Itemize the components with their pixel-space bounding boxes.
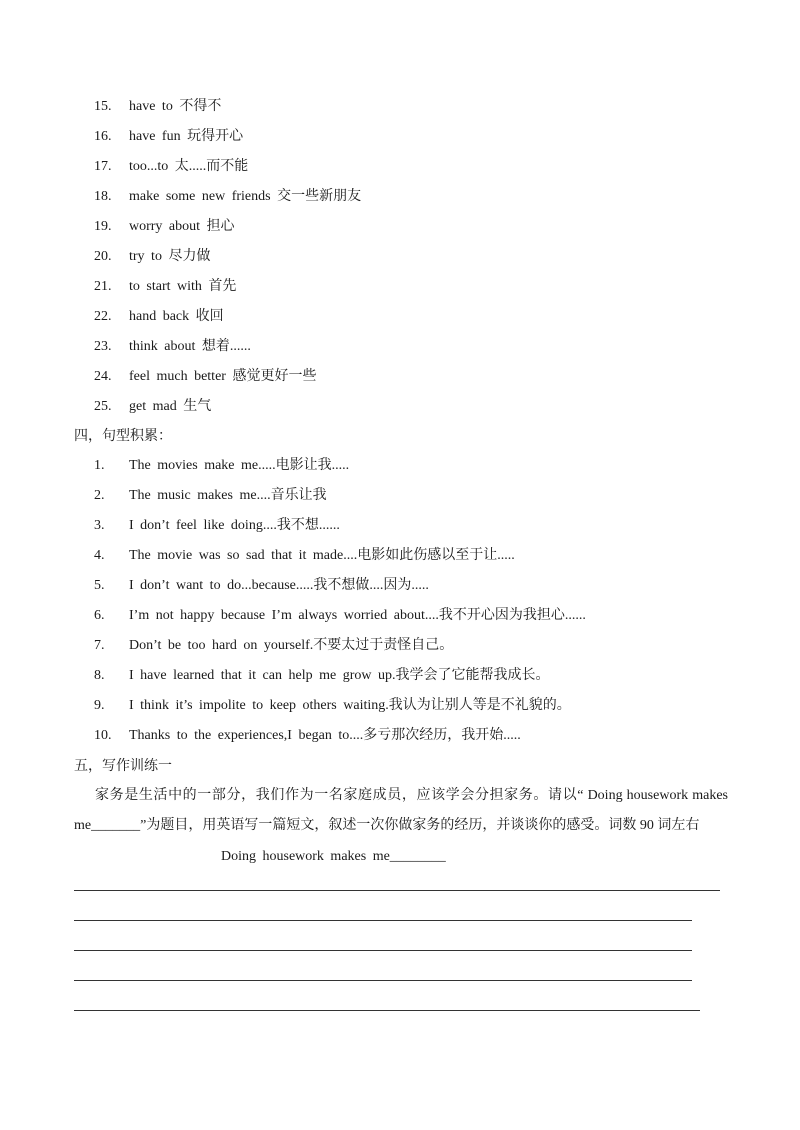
sentence-item-number: 3. [94,518,105,533]
phrase-item-number: 24. [94,369,112,384]
sentence-item-number: 2. [94,488,105,503]
sentence-item-text: I have learned that it can help me grow up.我学会了它能帮我成长。 [129,668,550,683]
phrase-item-text: worry about 担心 [129,219,235,234]
phrase-item-number: 19. [94,219,112,234]
section-4-heading: 四，句型积累： [74,429,172,444]
phrase-item-text: have fun 玩得开心 [129,129,244,144]
sentence-item-text: I think it’s impolite to keep others waiting.我认为让别人等是不礼貌的。 [129,698,571,713]
sentence-item-number: 6. [94,608,105,623]
sentence-item-text: Don’t be too hard on yourself.不要太过于责怪自己。 [129,638,454,653]
essay-title: Doing housework makes me________ [221,849,446,864]
sentence-item-number: 4. [94,548,105,563]
phrase-item-number: 17. [94,159,112,174]
phrase-item-number: 18. [94,189,112,204]
answer-line[interactable] [74,920,692,921]
phrase-item-text: have to 不得不 [129,99,222,114]
sentence-item-number: 7. [94,638,105,653]
answer-line[interactable] [74,890,720,891]
writing-prompt-line-1: 家务是生活中的一部分，我们作为一名家庭成员，应该学会分担家务。请以“ Doing housework makes [95,788,728,803]
sentence-item-number: 8. [94,668,105,683]
sentence-item-number: 9. [94,698,105,713]
answer-line[interactable] [74,1010,700,1011]
phrase-item-text: feel much better 感觉更好一些 [129,369,317,384]
sentence-item-number: 5. [94,578,105,593]
sentence-item-text: The movies make me.....电影让我..... [129,458,350,473]
sentence-item-text: The movie was so sad that it made....电影如此伤感以至于让..... [129,548,515,563]
writing-prompt-line-2: me_______”为题目，用英语写一篇短文，叙述一次你做家务的经历，并谈谈你的感受。词数 90 词左右 [74,818,700,833]
sentence-item-text: Thanks to the experiences,I began to....多亏那次经历，我开始..... [129,728,521,743]
writing-prompt [74,781,728,841]
phrase-item-number: 20. [94,249,112,264]
phrase-item-number: 15. [94,99,112,114]
sentence-item-text: I’m not happy because I’m always worried about....我不开心因为我担心...... [129,608,586,623]
phrase-item-text: think about 想着...... [129,339,251,354]
sentence-item-text: The music makes me....音乐让我 [129,488,327,503]
answer-line[interactable] [74,980,692,981]
phrase-item-number: 22. [94,309,112,324]
sentence-item-text: I don’t want to do...because.....我不想做....因为..... [129,578,429,593]
phrase-item-text: too...to 太.....而不能 [129,159,249,174]
sentence-item-number: 1. [94,458,105,473]
phrase-item-text: hand back 收回 [129,309,224,324]
sentence-item-text: I don’t feel like doing....我不想...... [129,518,340,533]
phrase-item-number: 23. [94,339,112,354]
phrase-item-text: to start with 首先 [129,279,237,294]
phrase-item-number: 21. [94,279,112,294]
phrase-item-text: make some new friends 交一些新朋友 [129,189,362,204]
phrase-item-text: get mad 生气 [129,399,212,414]
answer-line[interactable] [74,950,692,951]
sentence-item-number: 10. [94,728,112,743]
section-5-heading: 五，写作训练一 [74,759,172,774]
phrase-item-number: 16. [94,129,112,144]
phrase-item-text: try to 尽力做 [129,249,211,264]
phrase-item-number: 25. [94,399,112,414]
